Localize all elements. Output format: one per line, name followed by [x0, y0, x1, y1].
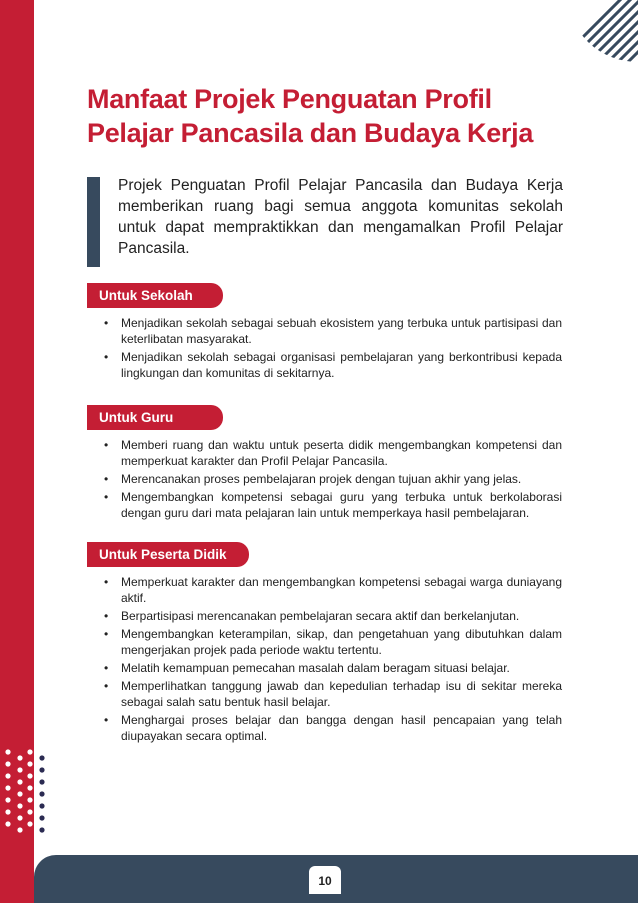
list-item: • Memberi ruang dan waktu untuk peserta didik mengembangkan kompetensi dan memperkuat karakter dan Profil Pelajar Pancasila. [104, 438, 562, 468]
list-item: • Menghargai proses belajar dan bangga dengan hasil pencapaian yang telah diupayakan secara optimal. [104, 713, 562, 743]
page-number: 10 [309, 866, 341, 894]
bullet-list-peserta-didik [104, 574, 562, 746]
bullet-list-guru [104, 437, 562, 523]
bullet-icon: • [104, 472, 109, 486]
bullet-icon: • [104, 316, 109, 330]
bullet-list-sekolah [104, 315, 562, 383]
bullet-icon: • [104, 661, 109, 675]
section-label-guru: Untuk Guru [87, 405, 223, 430]
decorative-dot-grid [4, 748, 50, 838]
list-item: • Memperkuat karakter dan mengembangkan kompetensi sebagai warga duniayang aktif. [104, 575, 562, 605]
page-title [87, 82, 547, 150]
list-item: • Mengembangkan kompetensi sebagai guru yang terbuka untuk berkolaborasi dengan guru dari mata pelajaran lain untuk memperkaya hasil pembelajaran. [104, 490, 562, 520]
bullet-icon: • [104, 679, 109, 693]
bullet-icon: • [104, 627, 109, 641]
bullet-icon: • [104, 609, 109, 623]
list-item: • Berpartisipasi merencanakan pembelajaran secara aktif dan berkelanjutan. [104, 609, 520, 623]
intro-paragraph: Projek Penguatan Profil Pelajar Pancasila dan Budaya Kerja memberikan ruang bagi semua anggota komunitas sekolah untuk dapat mempraktikkan dan mengamalkan Profil Pelajar Pancasila. [118, 177, 563, 257]
bullet-icon: • [104, 575, 109, 589]
list-item: • Melatih kemampuan pemecahan masalah dalam beragam situasi belajar. [104, 661, 510, 675]
list-item: • Menjadikan sekolah sebagai sebuah ekosistem yang terbuka untuk partisipasi dan keterlibatan masyarakat. [104, 316, 562, 346]
section-label-sekolah: Untuk Sekolah [87, 283, 223, 308]
list-item: • Merencanakan proses pembelajaran projek dengan tujuan akhir yang jelas. [104, 472, 522, 486]
quote-accent-bar [87, 177, 100, 267]
bullet-icon: • [104, 438, 109, 452]
list-item: • Menjadikan sekolah sebagai organisasi pembelajaran yang berkontribusi kepada lingkungan dan komunitas di sekitarnya. [104, 350, 562, 380]
list-item: • Memperlihatkan tanggung jawab dan kepedulian terhadap isu di sekitar mereka sebagai salah satu bentuk hasil belajar. [104, 679, 562, 709]
bullet-icon: • [104, 350, 109, 364]
bullet-icon: • [104, 490, 109, 504]
section-label-peserta-didik: Untuk Peserta Didik [87, 542, 249, 567]
page-title-line-1: Manfaat Projek Penguatan Profil [87, 84, 492, 114]
list-item: • Mengembangkan keterampilan, sikap, dan pengetahuan yang dibutuhkan dalam mengerjakan projek pada periode waktu tertentu. [104, 627, 562, 657]
decorative-corner-stripes [570, 0, 638, 62]
bullet-icon: • [104, 713, 109, 727]
page-title-line-2: Pelajar Pancasila dan Budaya Kerja [87, 118, 534, 148]
